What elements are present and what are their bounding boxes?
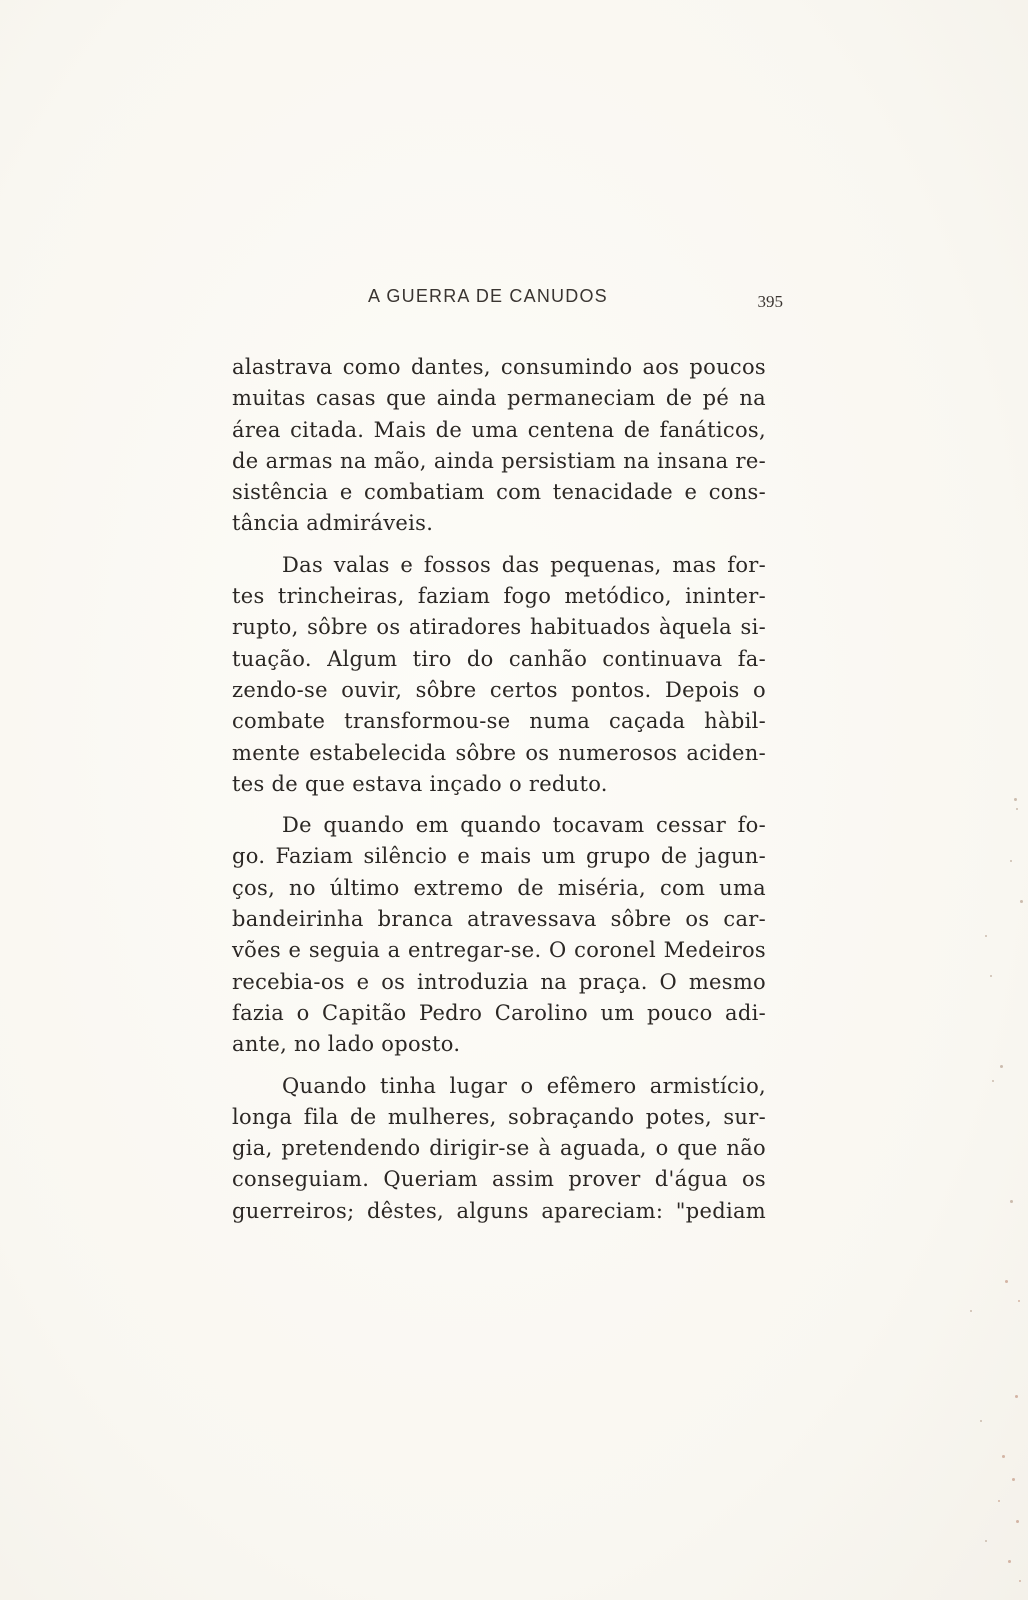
speck [1016,1520,1019,1523]
speck [1010,860,1012,862]
speck [1000,1065,1003,1068]
text-line: tes trincheiras, faziam fogo metódico, ininter- [232,584,766,609]
running-title: A GUERRA DE CANUDOS [368,286,608,306]
speck [1018,1300,1020,1302]
text-line: go. Faziam silêncio e mais um grupo de jagun- [232,844,766,869]
text-line: recebia-os e os introduzia na praça. O mesmo [232,969,766,994]
text-line: combate transformou-se numa caçada hàbil- [232,709,766,734]
speck [1020,900,1023,903]
running-head [230,286,785,316]
text-line: sistência e combatiam com tenacidade e cons- [232,480,766,505]
speck [970,1310,972,1312]
speck [990,975,992,977]
speck [1019,1580,1021,1582]
speck [1008,1560,1011,1563]
speck [1010,1200,1013,1203]
text-line: gia, pretendendo dirigir-se à aguada, o que não [232,1136,766,1161]
text-line: vões e seguia a entregar-se. O coronel Medeiros [232,938,766,963]
text-line: fazia o Capitão Pedro Carolino um pouco adi- [232,1000,766,1025]
text-line: guerreiros; dêstes, alguns apareciam: "pediam [232,1198,766,1223]
speck [1002,1455,1005,1458]
text-line: Das valas e fossos das pequenas, mas for- [282,552,766,577]
speck [1012,1478,1015,1481]
text-line: longa fila de mulheres, sobraçando potes, sur- [232,1104,766,1129]
text-line: rupto, sôbre os atiradores habituados àquela si- [232,615,766,640]
text-line: Quando tinha lugar o efêmero armistício, [282,1073,766,1098]
speck [992,1080,994,1082]
text-line: tes de que estava inçado o reduto. [232,771,608,796]
paragraph-2 [232,550,766,800]
paragraph-1 [232,352,766,540]
text-line: tuação. Algum tiro do canhão continuava fa- [232,646,766,671]
text-line: conseguiam. Queriam assim prover d'água os [232,1167,766,1192]
text-line: ços, no último extremo de miséria, com uma [232,875,766,900]
speck [1015,1395,1018,1398]
speck [1014,798,1017,801]
paragraph-3 [232,810,766,1060]
page-number: 395 [757,292,783,311]
text-line: bandeirinha branca atravessava sôbre os car- [232,907,766,932]
speck [985,935,987,937]
body-text [232,352,766,1227]
text-line: área citada. Mais de uma centena de fanáticos, [232,417,766,442]
speck [985,1540,987,1542]
text-line: de armas na mão, ainda persistiam na insana re- [232,448,766,473]
text-line: alastrava como dantes, consumindo aos poucos [232,355,766,379]
speck [980,1420,982,1422]
text-line: tância admiráveis. [232,511,434,536]
text-line: zendo-se ouvir, sôbre certos pontos. Depois o [232,677,766,702]
speck [1005,1280,1008,1283]
speck [998,1500,1000,1502]
text-line: muitas casas que ainda permaneciam de pé na [232,386,766,411]
text-line: De quando em quando tocavam cessar fo- [282,813,766,838]
paragraph-4 [232,1071,766,1227]
text-line: mente estabelecida sôbre os numerosos aciden- [232,740,766,765]
speck [1016,808,1018,810]
text-line: ante, no lado oposto. [232,1032,461,1057]
